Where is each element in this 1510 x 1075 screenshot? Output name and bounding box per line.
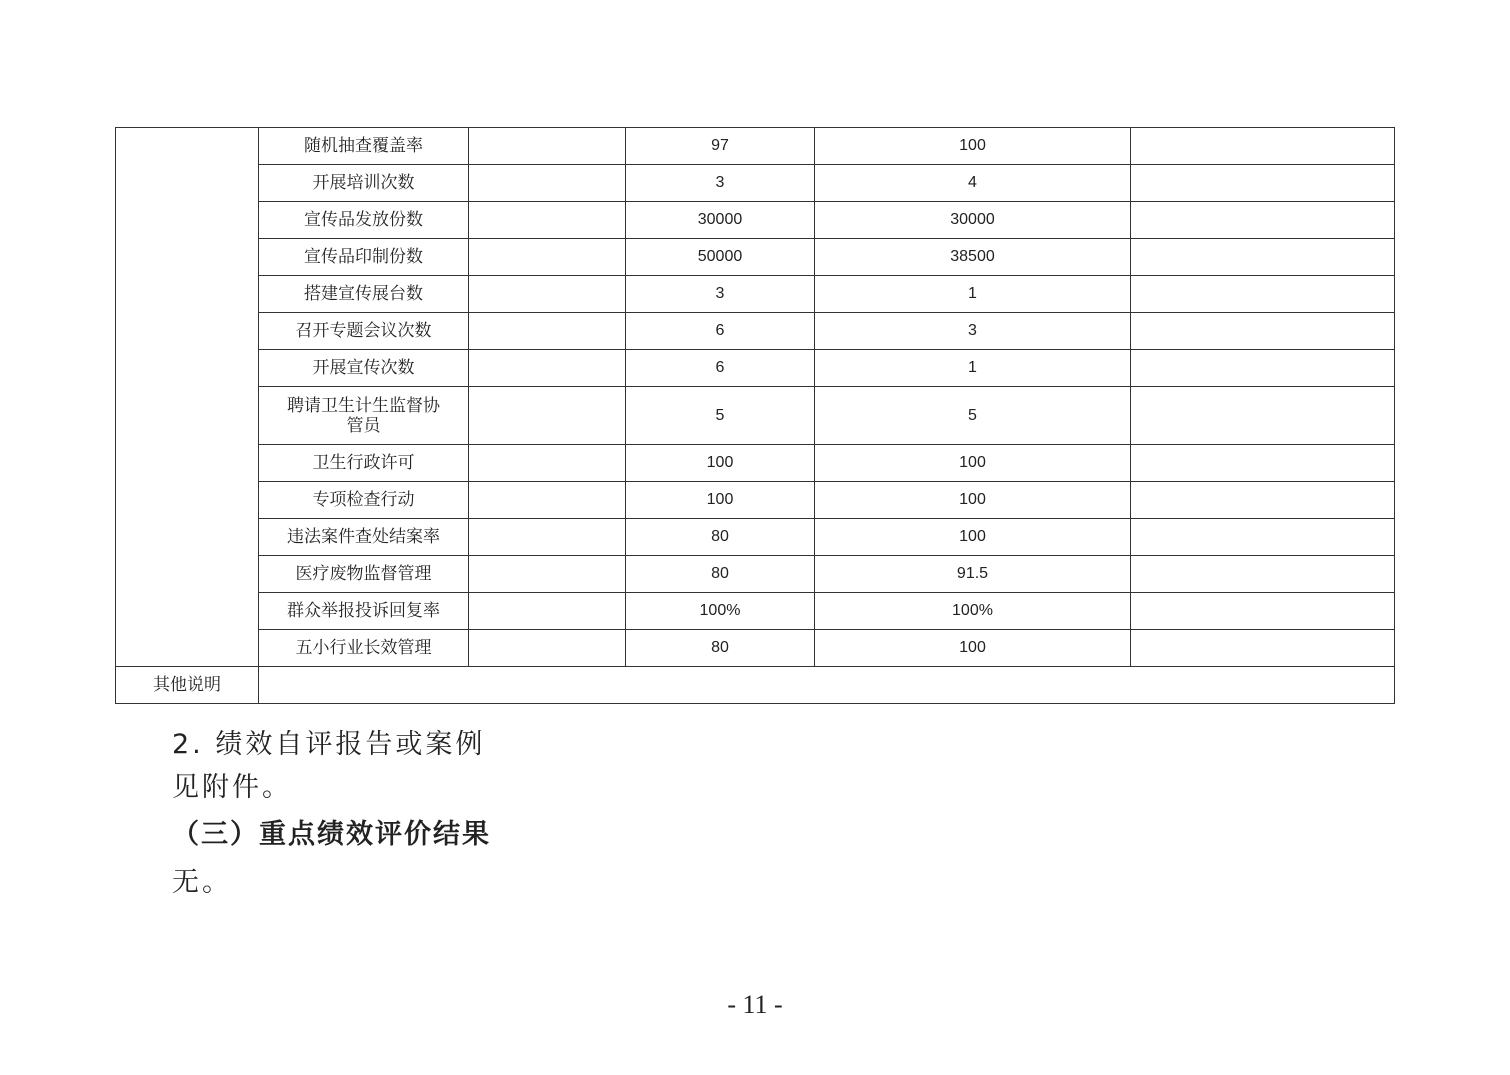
table-row — [116, 387, 1395, 445]
actual-value: 100 — [815, 519, 1131, 556]
actual-value: 3 — [815, 313, 1131, 350]
other-notes-label: 其他说明 — [116, 667, 259, 704]
target-value: 100 — [626, 482, 815, 519]
empty-cell — [1131, 239, 1395, 276]
indicator-name: 卫生行政许可 — [259, 445, 469, 482]
table-row — [116, 350, 1395, 387]
empty-cell — [1131, 276, 1395, 313]
other-notes-row — [116, 667, 1395, 704]
empty-cell — [469, 276, 626, 313]
empty-cell — [469, 165, 626, 202]
indicator-name: 群众举报投诉回复率 — [259, 593, 469, 630]
empty-cell — [469, 239, 626, 276]
empty-cell — [469, 350, 626, 387]
indicator-name: 宣传品印制份数 — [259, 239, 469, 276]
table-row — [116, 445, 1395, 482]
empty-cell — [1131, 482, 1395, 519]
empty-cell — [1131, 630, 1395, 667]
target-value: 100% — [626, 593, 815, 630]
target-value: 30000 — [626, 202, 815, 239]
actual-value: 38500 — [815, 239, 1131, 276]
empty-cell — [1131, 556, 1395, 593]
empty-cell — [1131, 165, 1395, 202]
empty-cell — [1131, 128, 1395, 165]
table-row — [116, 519, 1395, 556]
empty-cell — [1131, 519, 1395, 556]
empty-cell — [469, 313, 626, 350]
table-row — [116, 630, 1395, 667]
actual-value: 1 — [815, 350, 1131, 387]
target-value: 5 — [626, 387, 815, 445]
none-note: 无。 — [172, 867, 232, 898]
merged-category-cell — [116, 128, 259, 667]
indicator-name: 五小行业长效管理 — [259, 630, 469, 667]
page-number: - 11 - — [727, 990, 783, 1019]
target-value: 100 — [626, 445, 815, 482]
empty-cell — [469, 556, 626, 593]
indicator-name: 开展宣传次数 — [259, 350, 469, 387]
empty-cell — [1131, 313, 1395, 350]
target-value: 3 — [626, 165, 815, 202]
target-value: 80 — [626, 630, 815, 667]
indicator-name: 医疗废物监督管理 — [259, 556, 469, 593]
empty-cell — [469, 519, 626, 556]
indicator-name: 违法案件查处结案率 — [259, 519, 469, 556]
empty-cell — [469, 630, 626, 667]
indicator-name: 召开专题会议次数 — [259, 313, 469, 350]
table-row — [116, 593, 1395, 630]
empty-cell — [469, 387, 626, 445]
indicator-name: 随机抽查覆盖率 — [259, 128, 469, 165]
table-row — [116, 276, 1395, 313]
table-row — [116, 128, 1395, 165]
empty-cell — [469, 593, 626, 630]
section-heading-key-results: （三）重点绩效评价结果 — [172, 819, 491, 850]
target-value: 80 — [626, 556, 815, 593]
actual-value: 100 — [815, 482, 1131, 519]
empty-cell — [1131, 387, 1395, 445]
target-value: 80 — [626, 519, 815, 556]
table-row — [116, 313, 1395, 350]
indicator-name: 搭建宣传展台数 — [259, 276, 469, 313]
empty-cell — [469, 482, 626, 519]
performance-table — [115, 127, 1395, 704]
indicator-name: 聘请卫生计生监督协管员 — [259, 387, 469, 445]
table-row — [116, 239, 1395, 276]
empty-cell — [1131, 593, 1395, 630]
actual-value: 100% — [815, 593, 1131, 630]
target-value: 3 — [626, 276, 815, 313]
indicator-name: 专项检查行动 — [259, 482, 469, 519]
target-value: 50000 — [626, 239, 815, 276]
actual-value: 91.5 — [815, 556, 1131, 593]
indicator-name: 开展培训次数 — [259, 165, 469, 202]
actual-value: 100 — [815, 128, 1131, 165]
empty-cell — [1131, 350, 1395, 387]
empty-cell — [1131, 445, 1395, 482]
actual-value: 100 — [815, 630, 1131, 667]
section-heading-self-evaluation: 2. 绩效自评报告或案例 — [172, 729, 486, 760]
actual-value: 1 — [815, 276, 1131, 313]
actual-value: 30000 — [815, 202, 1131, 239]
target-value: 6 — [626, 313, 815, 350]
table-row — [116, 165, 1395, 202]
actual-value: 100 — [815, 445, 1131, 482]
table-row — [116, 482, 1395, 519]
table-row — [116, 556, 1395, 593]
indicator-name: 宣传品发放份数 — [259, 202, 469, 239]
empty-cell — [469, 128, 626, 165]
attachment-note: 见附件。 — [172, 772, 292, 803]
target-value: 6 — [626, 350, 815, 387]
empty-cell — [469, 445, 626, 482]
other-notes-content — [259, 667, 1395, 704]
empty-cell — [469, 202, 626, 239]
actual-value: 4 — [815, 165, 1131, 202]
empty-cell — [1131, 202, 1395, 239]
target-value: 97 — [626, 128, 815, 165]
table-row — [116, 202, 1395, 239]
actual-value: 5 — [815, 387, 1131, 445]
